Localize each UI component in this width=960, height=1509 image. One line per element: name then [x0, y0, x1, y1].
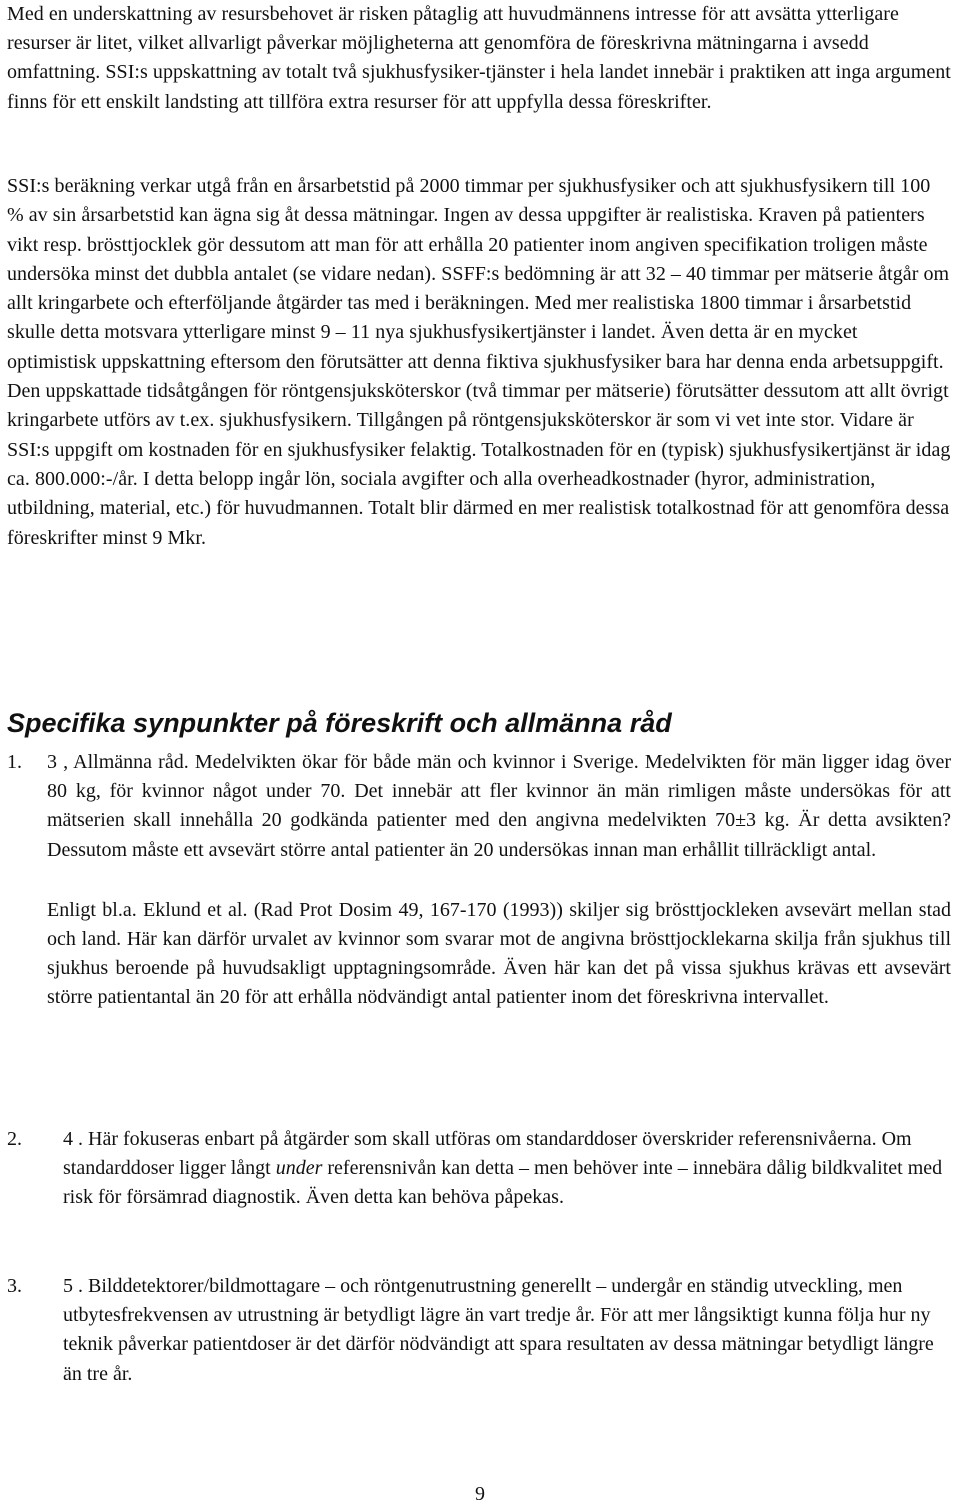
body-paragraph-resource-risk: Med en underskattning av resursbehovet är risken påtaglig att huvudmännens intresse för att avsätta ytterligare resurser är litet, vilket allvarligt påverkar möjligheterna att genomföra de föreskrivna mätningarna i avsedd omfattning. SSI:s uppskattning av totalt två sjukhusfysiker-tjänster i hela landet innebär i praktiken att inga argument finns för ett enskilt landsting att tillföra extra resurser för att uppfylla dessa föreskrifter.	[7, 3, 951, 113]
list-item-text	[63, 1125, 951, 1213]
emphasized-word: under	[275, 1157, 323, 1180]
list-item-text: 3 , Allmänna råd. Medelvikten ökar för både män och kvinnor i Sverige. Medelvikten för män ligger idag över 80 kg, för kvinnor något under 70. Det innebär att fler kvinnor än män rimligen måste undersökas för att mätserien skall innehålla 20 godkända patienter med den angivna medelvikten 70±3 kg. Är detta avsikten? Dessutom måste ett avsevärt större antal patienter än 20 undersökas innan man erhållit tillräckligt antal.	[47, 751, 951, 861]
list-item-number: 3.	[7, 1275, 22, 1297]
list-item-text-start: 4 . Här fokuseras enbart på åtgärder som skall utföras om standarddoser överskrider referensnivåerna. Om standarddoser ligger långt	[63, 1128, 912, 1180]
list-item-number: 2.	[7, 1128, 22, 1150]
list-item-continuation: Enligt bl.a. Eklund et al. (Rad Prot Dosim 49, 167-170 (1993)) skiljer sig brösttjockleken avsevärt mellan stad och land. Här kan därför urvalet av kvinnor som svarar mot de angivna brösttjocklekarna skilja från sjukhus till sjukhus beroende på huvudsakligt upptagningsområde. Även här kan det på vissa sjukhus krävas ett avsevärt större patientantal än 20 för att erhålla nödvändigt antal patienter inom det föreskrivna intervallet.	[47, 898, 951, 1009]
page-number: 9	[475, 1483, 485, 1505]
section-heading: Specifika synpunkter på föreskrift och allmänna råd	[7, 708, 672, 738]
list-item-1	[7, 748, 951, 1013]
body-paragraph-ssi-calculation: SSI:s beräkning verkar utgå från en årsarbetstid på 2000 timmar per sjukhusfysiker och att sjukhusfysikern till 100 % av sin årsarbetstid kan ägna sig åt dessa mätningar. Ingen av dessa uppgifter är realistiska. Kraven på patienters vikt resp. brösttjocklek gör dessutom att man för att erhålla 20 patienter inom angiven specifikation troligen måste undersöka minst det dubbla antalet (se vidare nedan). SSFF:s bedömning är att 32 – 40 timmar per mätserie åtgår om allt kringarbete och efterföljande åtgärder tas med i beräkningen. Med mer realistiska 1800 timmar i årsarbetstid skulle detta motsvara ytterligare minst 9 – 11 nya sjukhusfysikertjänster i landet. Även detta är en mycket optimistisk uppskattning eftersom den förutsätter att denna fiktiva sjukhusfysiker bara har denna enda arbetsuppgift. Den uppskattade tidsåtgången för röntgensjuksköterskor (två timmar per mätserie) förutsätter dessutom att allt övrigt kringarbete utförs av t.ex. sjukhusfysikern. Tillgången på röntgensjuksköterskor är som vi vet inte stor. Vidare är SSI:s uppgift om kostnaden för en sjukhusfysiker felaktig. Totalkostnaden för en (typisk) sjukhusfysikertjänst är idag ca. 800.000:-/år. I detta belopp ingår lön, sociala avgifter och alla overheadkostnader (hyror, administration, utbildning, material, etc.) för huvudmannen. Totalt blir därmed en mer realistisk totalkostnad för att genomföra dessa föreskrifter minst 9 Mkr.	[7, 175, 951, 549]
list-item-2	[7, 1125, 951, 1213]
list-item-text: 5 . Bilddetektorer/bildmottagare – och röntgenutrustning generellt – undergår en ständig utveckling, men utbytesfrekvensen av utrustning är betydligt lägre än vart tredje år. För att mer långsiktigt kunna följa hur ny teknik påverkar patientdoser är det därför nödvändigt att spara resultaten av dessa mätningar betydligt längre än tre år.	[63, 1275, 934, 1385]
list-item-text-end: referensnivån kan detta – men behöver inte – innebära dålig bildkvalitet med risk för försämrad diagnostik. Även detta kan behöva påpekas.	[63, 1157, 943, 1209]
list-item-3	[7, 1272, 951, 1389]
list-item-number: 1.	[7, 751, 22, 773]
